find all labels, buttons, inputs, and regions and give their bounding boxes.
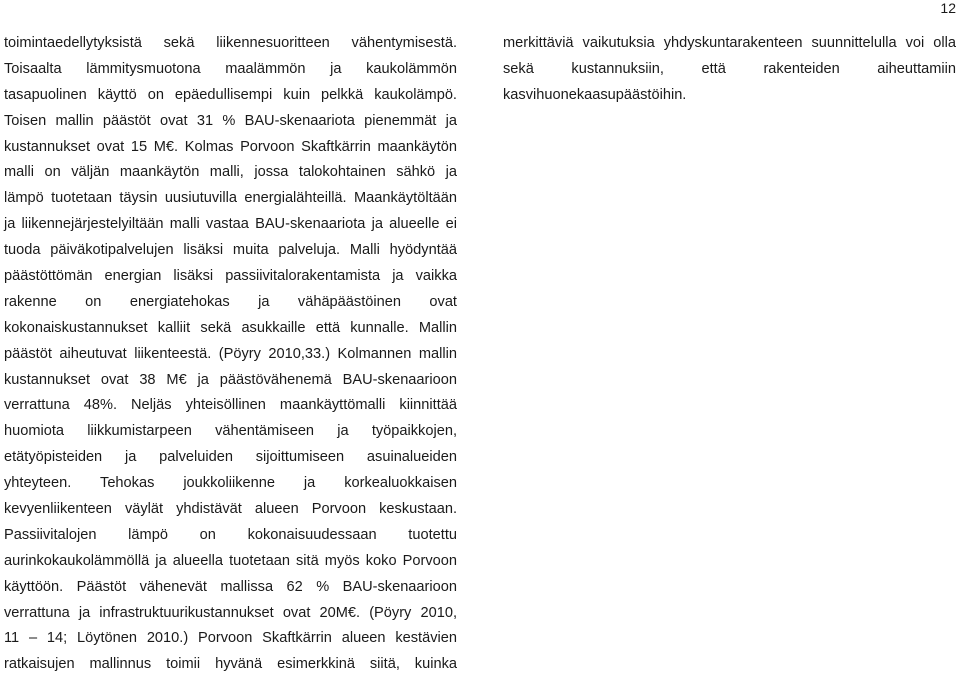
text-line: merkittäviä vaikutuksia yhdyskuntarakenteen suunnittelulla voi olla xyxy=(503,35,956,51)
text-line: rakenne on energiatehokas ja vähäpäästöinen ovat xyxy=(4,293,457,310)
text-line: verrattuna ja infrastruktuurikustannukset ovat 20M€. (Pöyry 2010, xyxy=(4,604,457,621)
text-line: malli on väljän maankäytön malli, jossa talokohtainen sähkö ja xyxy=(4,164,457,181)
text-line: kasvihuonekaasupäästöihin. xyxy=(503,86,687,103)
text-line: huomiota liikkumistarpeen vähentämiseen ja työpaikkojen, xyxy=(4,423,457,440)
text-line: ja liikennejärjestelyiltään malli vastaa BAU-skenaariota ja alueelle ei xyxy=(4,216,457,233)
text-line: tuoda päiväkotipalvelujen lisäksi muita palveluja. Malli hyödyntää xyxy=(4,242,457,259)
text-line: päästöttömän energian lisäksi passiivitalorakentamista ja vaikka xyxy=(4,268,457,285)
text-line: etätyöpisteiden ja palveluiden sijoittumiseen asuinalueiden xyxy=(4,449,457,466)
text-line: päästöt aiheutuvat liikenteestä. (Pöyry 2010,33.) Kolmannen mallin xyxy=(4,345,457,362)
text-line: käyttöön. Päästöt vähenevät mallissa 62 % BAU-skenaarioon xyxy=(4,578,457,595)
text-line: Passiivitalojen lämpö on kokonaisuudessaan tuotettu xyxy=(4,526,457,543)
text-line: kevyenliikenteen väylät yhdistävät alueen Porvoon keskustaan. xyxy=(4,501,457,518)
text-line: kokonaiskustannukset kalliit sekä asukkaille että kunnalle. Mallin xyxy=(4,319,457,336)
text-line: ratkaisujen mallinnus toimii hyvänä esimerkkinä siitä, kuinka xyxy=(4,656,457,673)
text-line: Toisen mallin päästöt ovat 31 % BAU-skenaariota pienemmät ja xyxy=(4,112,457,129)
right-text-column xyxy=(503,33,956,111)
text-line: kustannukset ovat 15 M€. Kolmas Porvoon Skaftkärrin maankäytön xyxy=(4,138,457,155)
text-line: sekä kustannuksiin, että rakenteiden aiheuttamiin xyxy=(503,60,956,77)
page-number: 12 xyxy=(940,0,956,16)
text-line: 11 – 14; Löytönen 2010.) Porvoon Skaftkärrin alueen kestävien xyxy=(4,630,457,647)
text-line: kustannukset ovat 38 M€ ja päästövähenemä BAU-skenaarioon xyxy=(4,371,457,388)
text-line: Toisaalta lämmitysmuotona maalämmön ja kaukolämmön xyxy=(4,60,457,77)
text-line: aurinkokaukolämmöllä ja alueella tuotetaan sitä myös koko Porvoon xyxy=(4,552,457,569)
text-line: toimintaedellytyksistä sekä liikennesuoritteen vähentymisestä. xyxy=(4,35,457,51)
text-line: yhteyteen. Tehokas joukkoliikenne ja korkealuokkaisen xyxy=(4,475,457,492)
text-line: lämpö tuotetaan täysin uusiutuvilla energialähteillä. Maankäytöltään xyxy=(4,190,457,207)
text-line: verrattuna 48%. Neljäs yhteisöllinen maankäyttömalli kiinnittää xyxy=(4,397,457,414)
text-line: tasapuolinen käyttö on epäedullisempi kuin pelkkä kaukolämpö. xyxy=(4,86,457,103)
left-text-column xyxy=(4,33,457,680)
